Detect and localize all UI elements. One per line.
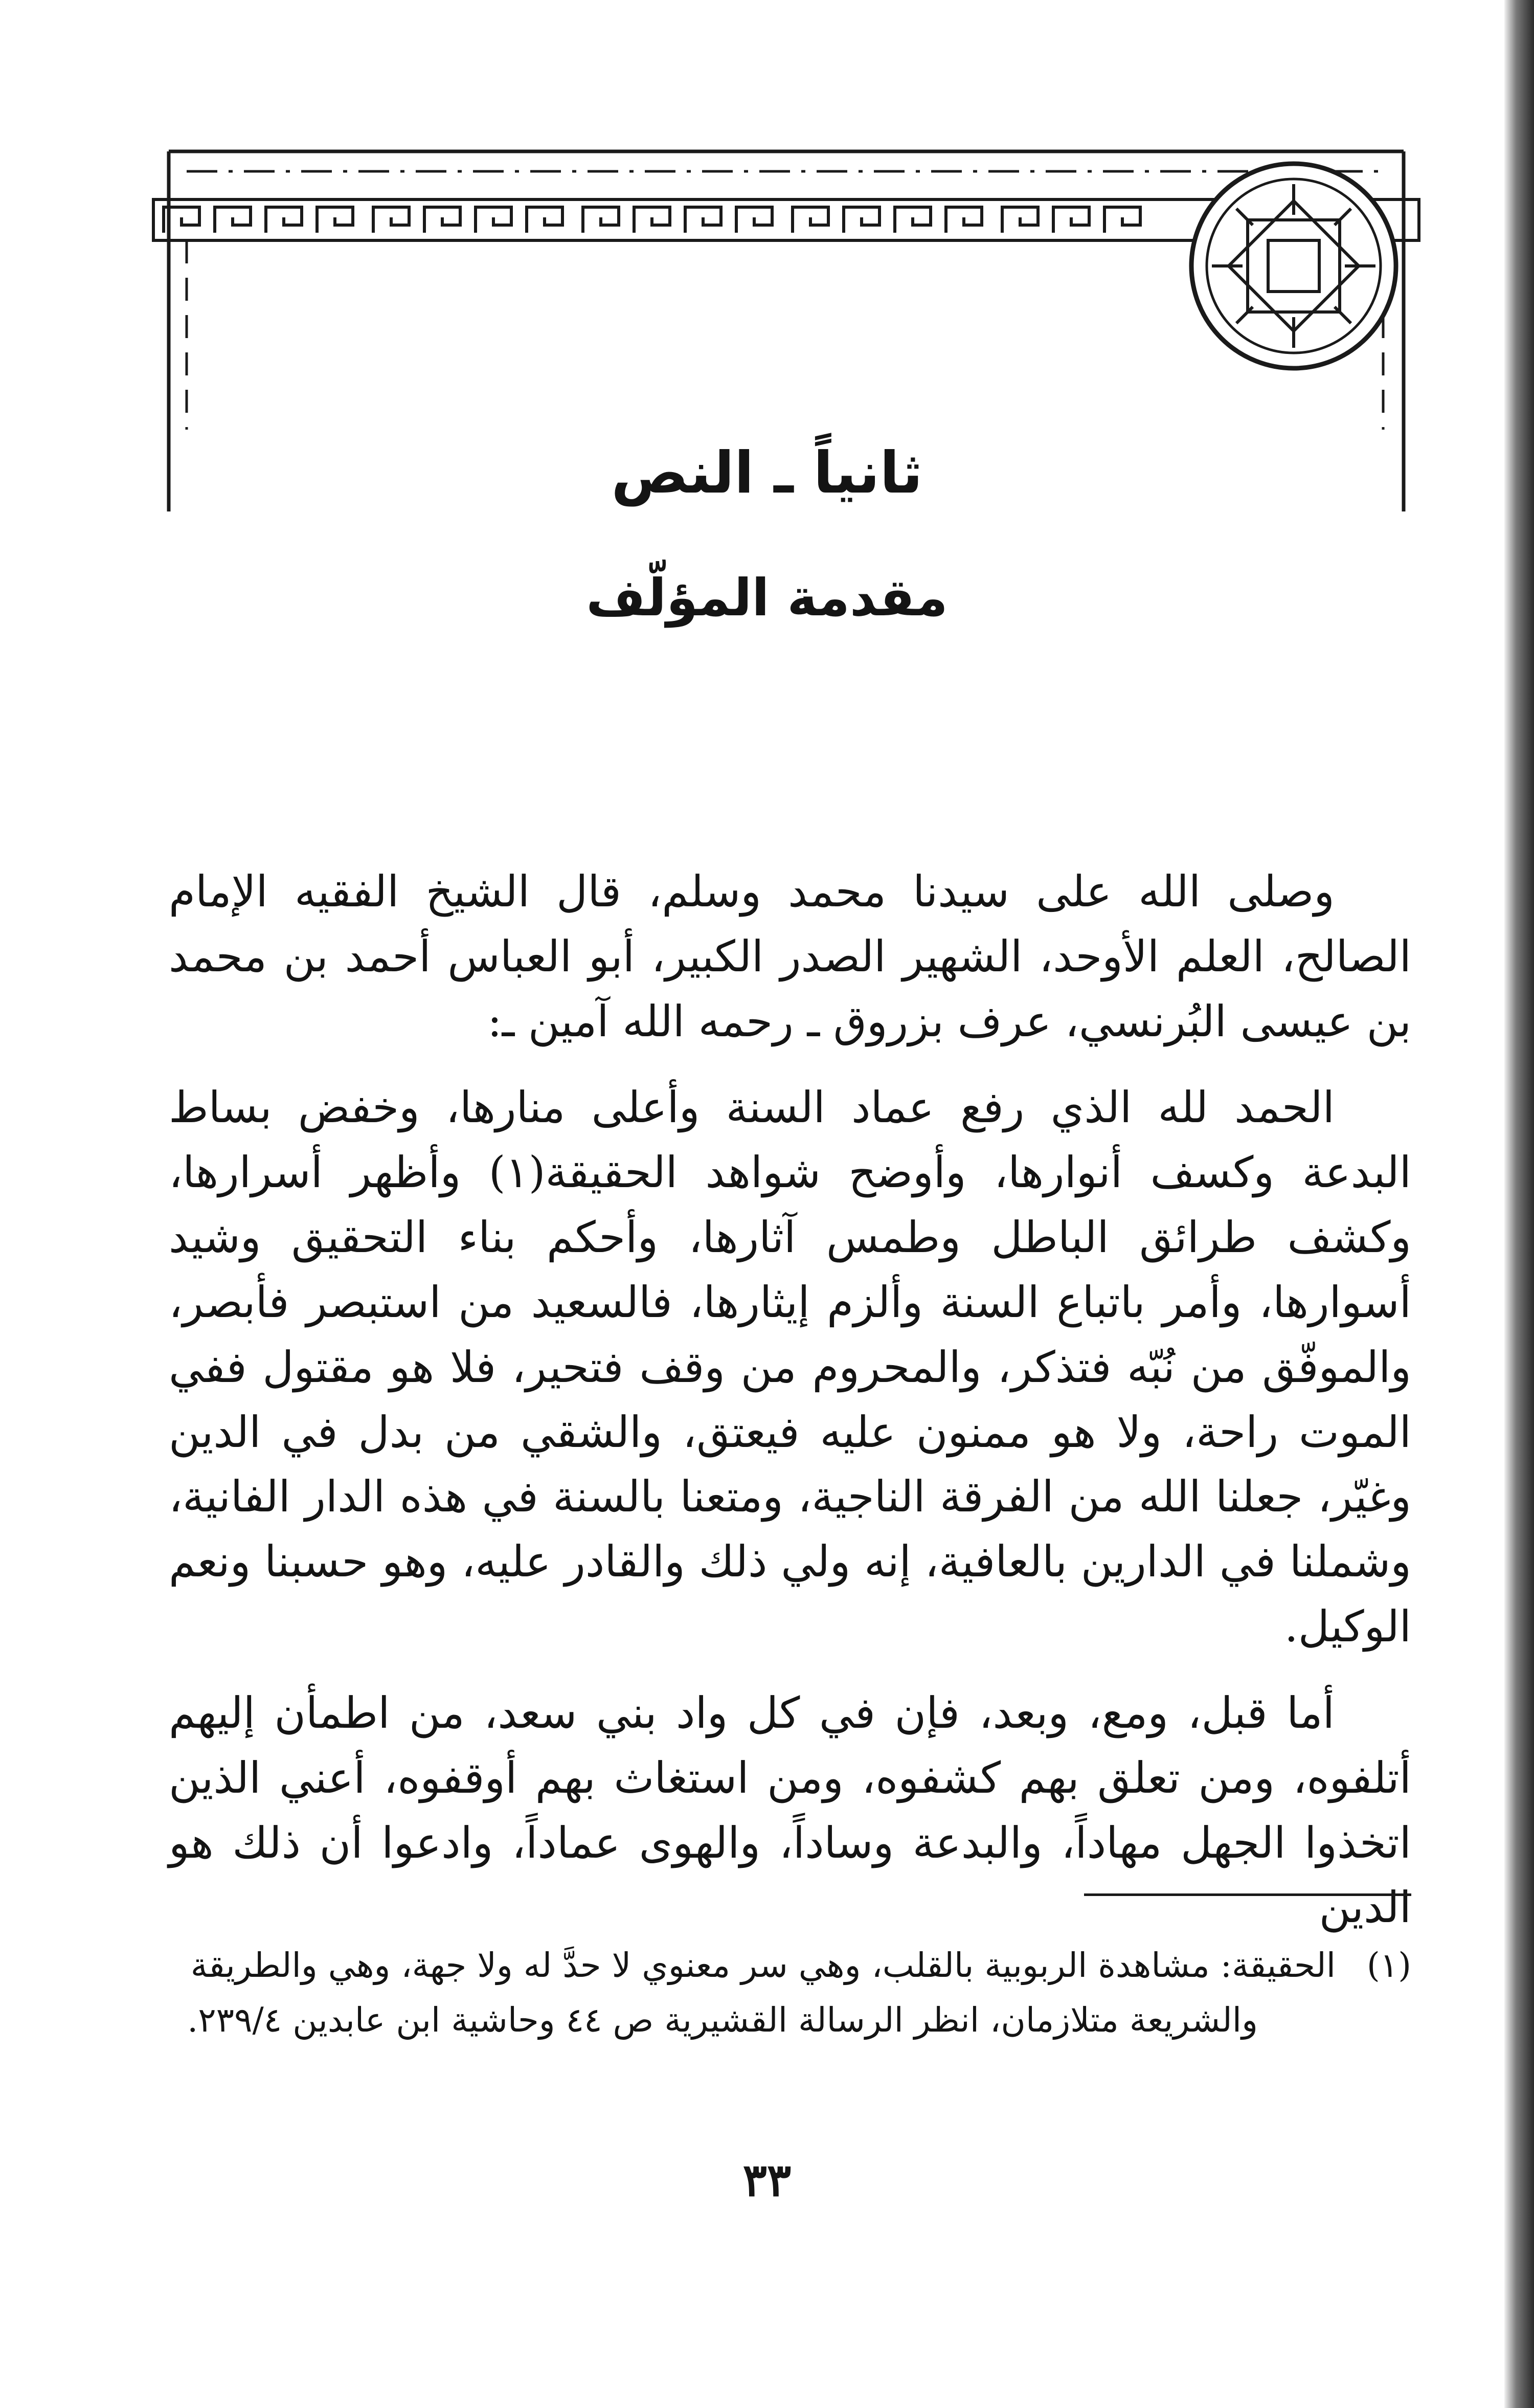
paragraph-1: وصلى الله على سيدنا محمد وسلم، قال الشيخ الفقيه الإمام الصالح، العلم الأوحد، الشهير الصدر الكبير، أبو العباس أحمد بن محمد بن عيسى البُرنسي، عرف بزروق ـ رحمه الله آمين ـ:	[169, 866, 1411, 1046]
footnote-line-2: والشريعة متلازمان، انظر الرسالة القشيرية ص ٤٤ وحاشية ابن عابدين ٢٣٩/٤.	[187, 2000, 1258, 2040]
paragraph-2: الحمد لله الذي رفع عماد السنة وأعلى منارها، وخفض بساط البدعة وكسف أنوارها، وأوضح شواهد الحقيقة(١) وأظهر أسرارها، وكشف طرائق الباطل وطمس آثارها، وأحكم بناء التحقيق وشيد أسوارها، وأمر باتباع السنة وألزم إيثارها، فالسعيد من استبصر فأبصر، والموفّق من نُبّه فتذكر، والمحروم من وقف فتحير، فلا هو مقتول ففي الموت راحة، ولا هو ممنون عليه فيعتق، والشقي من بدل في الدين وغيّر، جعلنا الله من الفرقة الناجية، ومتعنا بالسنة في هذه الدار الفانية، وشملنا في الدارين بالعافية، إنه ولي ذلك والقادر عليه، وهو حسبنا ونعم الوكيل.	[169, 1082, 1411, 1652]
paragraph-3: أما قبل، ومع، وبعد، فإن في كل واد بني سعد، من اطمأن إليهم أتلفوه، ومن تعلق بهم كشفوه، ومن استغاث بهم أوقفوه، أعني الذين اتخذوا الجهل مهاداً، والبدعة وساداً، والهوى عماداً، وادعوا أن ذلك هو الدين	[169, 1687, 1411, 1933]
section-subtitle: مقدمة المؤلّف	[586, 568, 948, 628]
page-number: ٣٣	[742, 2153, 792, 2206]
section-title: ثانياً ـ النص	[611, 440, 923, 506]
footnote-divider	[1084, 1893, 1411, 1896]
footnote	[128, 1938, 1411, 2048]
footnote-marker: (١)	[1367, 1946, 1411, 1985]
page-edge-shadow	[1504, 0, 1534, 2408]
footnote-line-1: الحقيقة: مشاهدة الربوبية بالقلب، وهي سر معنوي لا حدَّ له ولا جهة، وهي والطريقة	[190, 1946, 1336, 1985]
main-text	[169, 859, 1411, 1961]
